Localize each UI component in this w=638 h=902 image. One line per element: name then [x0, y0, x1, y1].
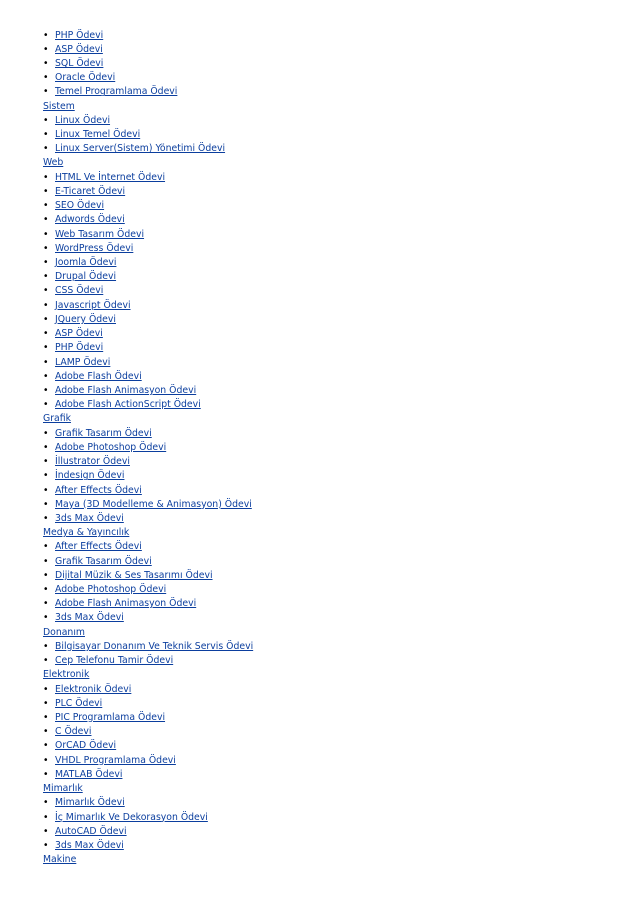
- item-link[interactable]: PIC Programlama Ödevi: [55, 712, 166, 723]
- list-item: [0, 455, 638, 469]
- bullet-icon: •: [43, 228, 49, 240]
- item-link[interactable]: Javascript Ödevi: [55, 299, 131, 311]
- item-link[interactable]: C Ödevi: [55, 726, 92, 738]
- list-item: [0, 341, 638, 355]
- item-link[interactable]: İç Mimarlık Ve Dekorasyon Ödevi: [55, 811, 208, 823]
- list-item: [0, 398, 638, 412]
- list-item: [0, 228, 638, 242]
- item-link[interactable]: Temel Programlama Ödevi: [55, 86, 178, 98]
- item-link[interactable]: Adobe Flash ActionScript Ödevi: [55, 399, 201, 411]
- bullet-icon: •: [43, 541, 49, 553]
- list-item: [0, 43, 638, 57]
- list-item: [0, 512, 638, 526]
- list-item: [0, 654, 638, 668]
- category-link[interactable]: Elektronik: [43, 669, 90, 681]
- bullet-icon: •: [43, 384, 49, 396]
- item-link[interactable]: Adobe Flash Animasyon Ödevi: [55, 384, 197, 396]
- list-item: [0, 683, 638, 697]
- bullet-icon: •: [43, 129, 49, 141]
- bullet-icon: •: [43, 498, 49, 510]
- bullet-icon: •: [43, 441, 49, 453]
- item-link[interactable]: Linux Temel Ödevi: [55, 129, 141, 141]
- category-link[interactable]: Web: [43, 157, 64, 169]
- bullet-icon: •: [43, 200, 49, 212]
- list-item: [0, 611, 638, 625]
- item-link[interactable]: MATLAB Ödevi: [55, 768, 123, 780]
- item-link[interactable]: Oracle Ödevi: [55, 72, 116, 84]
- item-link[interactable]: Drupal Ödevi: [55, 271, 117, 283]
- category-heading-mimarlık: [0, 782, 638, 796]
- list-item: [0, 825, 638, 839]
- bullet-icon: •: [43, 797, 49, 809]
- category-heading-medya-yayıncılık: [0, 526, 638, 540]
- item-link[interactable]: Adobe Flash Ödevi: [55, 370, 142, 382]
- bullet-icon: •: [43, 257, 49, 268]
- bullet-icon: •: [43, 114, 49, 126]
- bullet-icon: •: [43, 356, 49, 368]
- list-item: [0, 128, 638, 142]
- bullet-icon: •: [43, 399, 49, 411]
- list-item: [0, 469, 638, 483]
- list-item: [0, 640, 638, 654]
- item-link[interactable]: After Effects Ödevi: [55, 484, 142, 496]
- category-heading-web: [0, 156, 638, 170]
- item-link[interactable]: Elektronik Ödevi: [55, 683, 132, 695]
- item-link[interactable]: Joomla Ödevi: [55, 257, 117, 268]
- bullet-icon: •: [43, 683, 49, 695]
- item-link[interactable]: Maya (3D Modelleme & Animasyon) Ödevi: [55, 498, 252, 510]
- item-link[interactable]: PLC Ödevi: [55, 697, 103, 709]
- list-item: [0, 356, 638, 370]
- item-link[interactable]: HTML Ve İnternet Ödevi: [55, 171, 166, 183]
- list-item: [0, 242, 638, 256]
- category-link[interactable]: Mimarlık: [43, 783, 83, 795]
- category-heading-makine: [0, 853, 638, 867]
- list-item: [0, 441, 638, 455]
- item-link[interactable]: Mimarlık Ödevi: [55, 797, 125, 809]
- item-link[interactable]: Cep Telefonu Tamir Ödevi: [55, 655, 174, 667]
- bullet-icon: •: [43, 370, 49, 382]
- item-link[interactable]: JQuery Ödevi: [55, 313, 116, 325]
- list-item: [0, 370, 638, 384]
- category-link[interactable]: Sistem: [43, 100, 75, 112]
- list-item: [0, 142, 638, 156]
- item-link[interactable]: LAMP Ödevi: [55, 356, 111, 368]
- list-item: [0, 114, 638, 128]
- bullet-icon: •: [43, 712, 49, 723]
- list-item: [0, 57, 638, 71]
- bullet-icon: •: [43, 143, 49, 155]
- list-item: [0, 284, 638, 298]
- list-item: [0, 270, 638, 284]
- list-item: [0, 498, 638, 512]
- list-item: [0, 484, 638, 498]
- bullet-icon: •: [43, 72, 49, 84]
- list-item: [0, 384, 638, 398]
- item-link[interactable]: Grafik Tasarım Ödevi: [55, 555, 152, 567]
- item-link[interactable]: SEO Ödevi: [55, 200, 105, 212]
- bullet-icon: •: [43, 569, 49, 581]
- item-link[interactable]: Linux Server(Sistem) Yönetimi Ödevi: [55, 143, 226, 155]
- bullet-icon: •: [43, 512, 49, 524]
- list-item: [0, 299, 638, 313]
- list-item: [0, 185, 638, 199]
- bullet-icon: •: [43, 612, 49, 624]
- bullet-icon: •: [43, 242, 49, 254]
- category-heading-grafik: [0, 412, 638, 426]
- bullet-icon: •: [43, 171, 49, 183]
- item-link[interactable]: E-Ticaret Ödevi: [55, 185, 126, 197]
- item-link[interactable]: PHP Ödevi: [55, 29, 104, 41]
- item-link[interactable]: 3ds Max Ödevi: [55, 612, 124, 624]
- list-item: [0, 597, 638, 611]
- list-item: [0, 171, 638, 185]
- list-item: [0, 29, 638, 43]
- item-link[interactable]: ASP Ödevi: [55, 328, 103, 340]
- bullet-icon: •: [43, 839, 49, 851]
- list-item: [0, 555, 638, 569]
- item-link[interactable]: Adwords Ödevi: [55, 214, 125, 226]
- bullet-icon: •: [43, 271, 49, 283]
- list-item: [0, 697, 638, 711]
- bullet-icon: •: [43, 29, 49, 41]
- item-link[interactable]: WordPress Ödevi: [55, 242, 134, 254]
- bullet-icon: •: [43, 43, 49, 55]
- bullet-icon: •: [43, 470, 49, 482]
- bullet-icon: •: [43, 754, 49, 766]
- list-item: [0, 725, 638, 739]
- list-item: [0, 583, 638, 597]
- list-item: [0, 85, 638, 99]
- item-link[interactable]: 3ds Max Ödevi: [55, 839, 124, 851]
- item-link[interactable]: ASP Ödevi: [55, 43, 103, 55]
- item-link[interactable]: Web Tasarım Ödevi: [55, 228, 145, 240]
- bullet-icon: •: [43, 484, 49, 496]
- bullet-icon: •: [43, 825, 49, 837]
- list-item: [0, 313, 638, 327]
- item-link[interactable]: 3ds Max Ödevi: [55, 512, 124, 524]
- bullet-icon: •: [43, 655, 49, 667]
- list-item: [0, 711, 638, 725]
- list-item: [0, 199, 638, 213]
- list-item: [0, 754, 638, 768]
- item-link[interactable]: İndesign Ödevi: [55, 470, 125, 482]
- list-item: [0, 768, 638, 782]
- list-item: [0, 327, 638, 341]
- category-link[interactable]: Grafik: [43, 413, 71, 425]
- bullet-icon: •: [43, 299, 49, 311]
- item-link[interactable]: VHDL Programlama Ödevi: [55, 754, 176, 766]
- list-item: [0, 811, 638, 825]
- list-item: [0, 839, 638, 853]
- category-heading-elektronik: [0, 668, 638, 682]
- list-item: [0, 796, 638, 810]
- bullet-icon: •: [43, 811, 49, 823]
- item-link[interactable]: CSS Ödevi: [55, 285, 104, 297]
- category-heading-sistem: [0, 100, 638, 114]
- bullet-icon: •: [43, 768, 49, 780]
- bullet-icon: •: [43, 740, 49, 752]
- bullet-icon: •: [43, 57, 49, 69]
- bullet-icon: •: [43, 328, 49, 340]
- item-link[interactable]: SQL Ödevi: [55, 57, 104, 69]
- item-link[interactable]: Bilgisayar Donanım Ve Teknik Servis Ödevi: [55, 640, 254, 652]
- item-link[interactable]: AutoCAD Ödevi: [55, 825, 127, 837]
- bullet-icon: •: [43, 285, 49, 297]
- item-link[interactable]: Dijital Müzik & Ses Tasarımı Ödevi: [55, 569, 213, 581]
- list-item: [0, 427, 638, 441]
- list-item: [0, 71, 638, 85]
- bullet-icon: •: [43, 185, 49, 197]
- bullet-icon: •: [43, 342, 49, 354]
- bullet-icon: •: [43, 555, 49, 567]
- item-link[interactable]: PHP Ödevi: [55, 342, 104, 354]
- item-link[interactable]: İllustrator Ödevi: [55, 456, 130, 468]
- bullet-icon: •: [43, 640, 49, 652]
- bullet-icon: •: [43, 456, 49, 468]
- list-item: [0, 540, 638, 554]
- list-item: [0, 739, 638, 753]
- category-link[interactable]: Makine: [43, 854, 77, 866]
- bullet-icon: •: [43, 313, 49, 325]
- category-link[interactable]: Medya & Yayıncılık: [43, 527, 130, 539]
- list-item: [0, 213, 638, 227]
- item-link[interactable]: OrCAD Ödevi: [55, 740, 117, 752]
- item-link[interactable]: After Effects Ödevi: [55, 541, 142, 553]
- bullet-icon: •: [43, 598, 49, 610]
- bullet-icon: •: [43, 584, 49, 596]
- category-heading-donanım: [0, 626, 638, 640]
- bullet-icon: •: [43, 86, 49, 98]
- item-link[interactable]: Grafik Tasarım Ödevi: [55, 427, 152, 439]
- bullet-icon: •: [43, 697, 49, 709]
- list-item: [0, 569, 638, 583]
- item-link[interactable]: Adobe Flash Animasyon Ödevi: [55, 598, 197, 610]
- item-link[interactable]: Adobe Photoshop Ödevi: [55, 584, 167, 596]
- bullet-icon: •: [43, 427, 49, 439]
- bullet-icon: •: [43, 726, 49, 738]
- bullet-icon: •: [43, 214, 49, 226]
- item-link[interactable]: Adobe Photoshop Ödevi: [55, 441, 167, 453]
- list-item: [0, 256, 638, 270]
- category-link[interactable]: Donanım: [43, 626, 85, 638]
- item-link[interactable]: Linux Ödevi: [55, 114, 111, 126]
